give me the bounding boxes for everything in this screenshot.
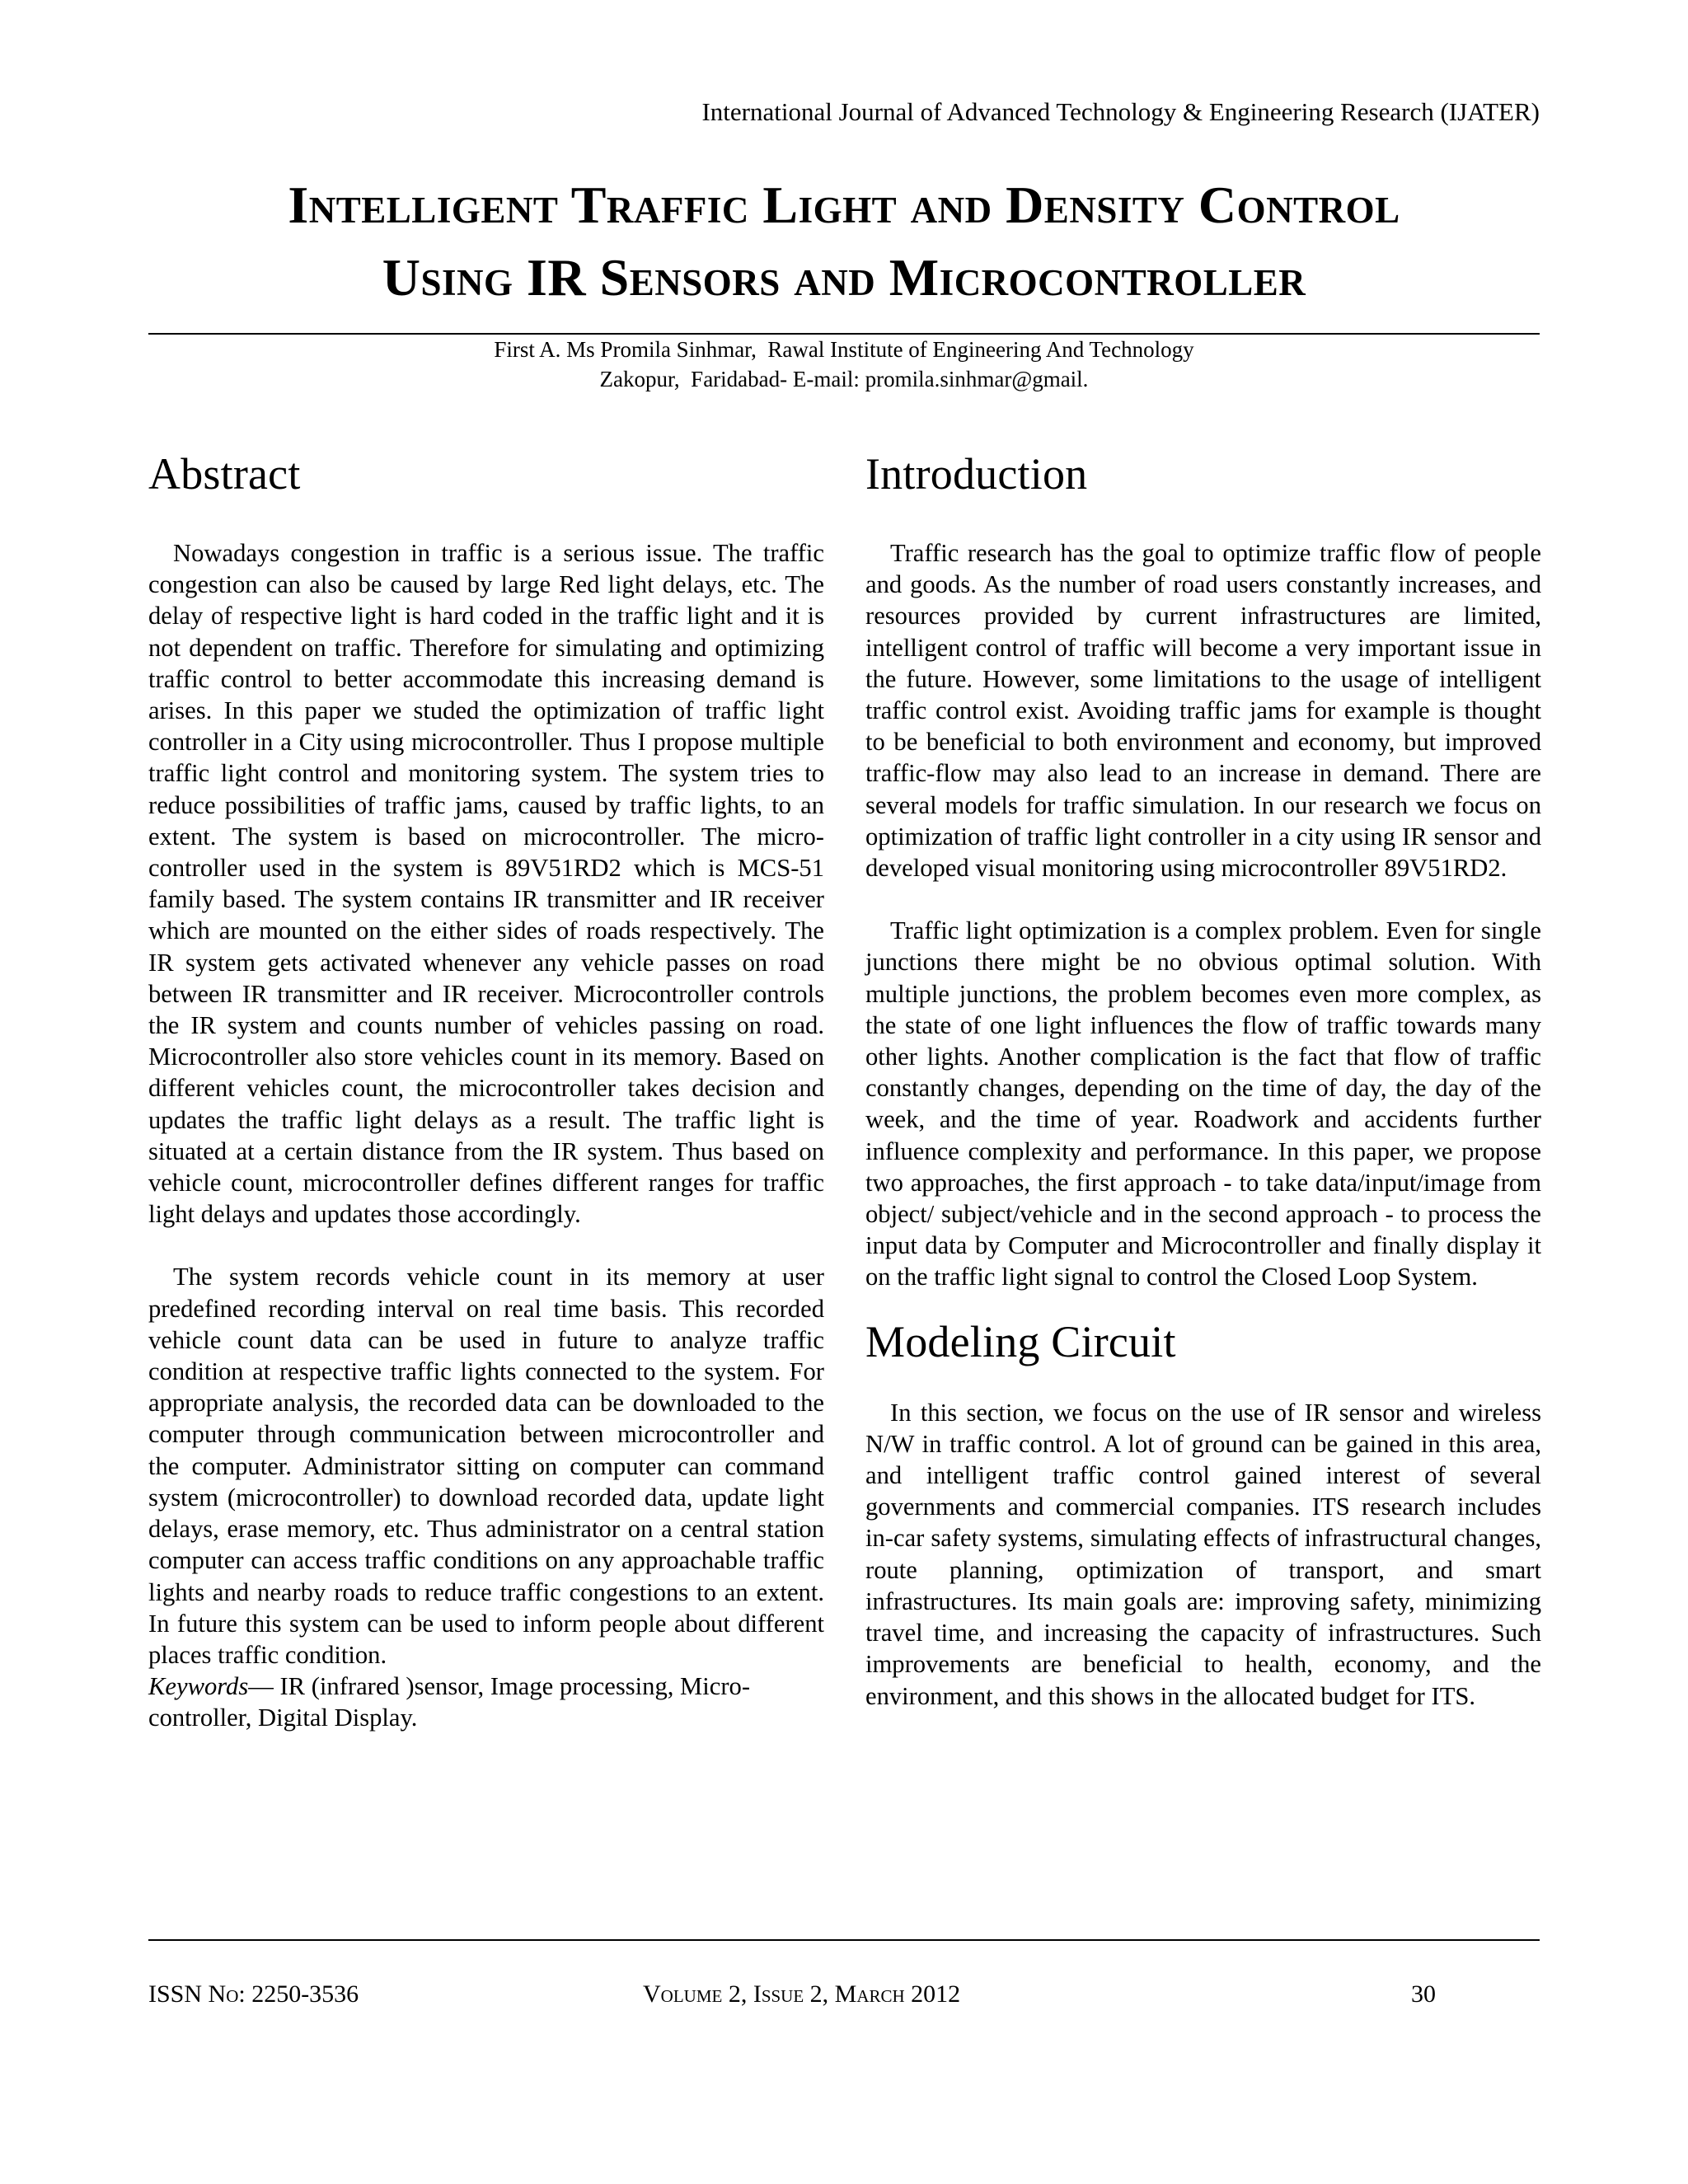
introduction-paragraph-2: Traffic light optimization is a complex problem. Even for single junctions there might be no obvious optimal solution. With multiple junctions, the problem becomes even more complex, as the state of one light influences the flow of traffic towards many other lights. Another complication is the fact that flow of traffic constantly changes, depending on the time of day, the day of the week, and the time of year. Roadwork and accidents further influence complexity and performance. In this paper, we propose two approaches, the first approach - to take data/input/image from object/ subject/vehicle and in the second approach - to process the input data by Computer and Microcontroller and finally display it on the traffic light signal to control the Closed Loop System. <box>865 916 1541 1291</box>
abstract-heading: Abstract <box>148 449 301 499</box>
title-line-2: Using IR Sensors and Microcontroller <box>382 248 1306 307</box>
modeling-paragraph-1: In this section, we focus on the use of IR sensor and wireless N/W in traffic control. A lot of ground can be gained in this area, and intelligent traffic control gained interest of several governments and commercial companies. ITS research includes in-car safety systems, simulating effects of infrastructural changes, route planning, optimization of transport, and smart infrastructures. Its main goals are: improving safety, minimizing travel time, and increasing the capacity of infrastructures. Such improvements are beneficial to health, economy, and the environment, and this shows in the allocated budget for ITS. <box>865 1398 1541 1710</box>
footer-issn: ISSN No: 2250-3536 <box>148 1980 359 2008</box>
keywords-text: — IR (infrared )sensor, Image processing, Microcontroller, Digital Display. <box>148 1672 751 1732</box>
author-block <box>148 335 1540 394</box>
introduction-paragraph-1: Traffic research has the goal to optimize traffic flow of people and goods. As the number of road users constantly increases, and resources provided by current infrastructures are limited, intelligent control of traffic will become a very important issue in the future. However, some limitations to the usage of intelligent traffic control exist. Avoiding traffic jams for example is thought to be beneficial to both environment and economy, but improved traffic-flow may also lead to an increase in demand. There are several models for traffic simulation. In our research we focus on optimization of traffic light controller in a city using IR sensor and developed visual monitoring using microcontroller 89V51RD2. <box>865 539 1541 883</box>
journal-header: International Journal of Advanced Technology & Engineering Research (IJATER) <box>701 97 1540 126</box>
modeling-heading: Modeling Circuit <box>865 1316 1176 1366</box>
page-number: 30 <box>1411 1980 1436 2008</box>
right-column <box>865 445 1541 1712</box>
title-line-1: Intelligent Traffic Light and Density Control <box>288 176 1400 234</box>
footer-divider <box>148 1939 1540 1941</box>
abstract-paragraph-1: Nowadays congestion in traffic is a serious issue. The traffic congestion can also be caused by large Red light delays, etc. The delay of respective light is hard coded in the traffic light and it is not dependent on traffic. Therefore for simulating and optimizing traffic control to better accommodate this increasing demand is arises. In this paper we studed the optimization of traffic light controller in a City using microcontroller. Thus I propose multiple traffic light control and monitoring system. The system tries to reduce possibilities of traffic jams, caused by traffic lights, to an extent. The system is based on microcontroller. The microcontroller used in the system is 89V51RD2 which is MCS-51 family based. The system contains IR transmitter and IR receiver which are mounted on the either sides of roads respectively. The IR system gets activated whenever any vehicle passes on road between IR transmitter and IR receiver. Microcontroller controls the IR system and counts number of vehicles passing on road. Microcontroller also store vehicles count in its memory. Based on different vehicles count, the microcontroller takes decision and updates the traffic light delays as a result. The traffic light is situated at a certain distance from the IR system. Thus based on vehicle count, microcontroller defines different ranges for traffic light delays and updates those accordingly. <box>148 539 824 1229</box>
page-footer <box>148 1978 1540 2011</box>
footer-volume: Volume 2, Issue 2, March 2012 <box>643 1980 961 2008</box>
keywords-label: Keywords <box>148 1672 249 1701</box>
abstract-paragraph-2: The system records vehicle count in its memory at user predefined recording interval on real time basis. This recorded vehicle count data can be used in future to analyze traffic condition at respective traffic lights connected to the system. For appropriate analysis, the recorded data can be downloaded to the computer through communication between microcontroller and the computer. Administrator sitting on computer can command system (microcontroller) to download recorded data, update light delays, erase memory, etc. Thus administrator on a central station computer can access traffic conditions on any approachable traffic lights and nearby roads to reduce traffic congestions to an extent. In future this system can be used to inform people about different places traffic condition. <box>148 1263 824 1669</box>
author-line-2: Zakopur, Faridabad- E-mail: promila.sinhmar@gmail. <box>599 367 1089 391</box>
left-column <box>148 445 824 1734</box>
introduction-heading: Introduction <box>865 449 1088 499</box>
author-line-1: First A. Ms Promila Sinhmar, Rawal Institute of Engineering And Technology <box>494 337 1194 362</box>
keywords <box>148 1671 824 1733</box>
paper-title <box>148 169 1540 314</box>
